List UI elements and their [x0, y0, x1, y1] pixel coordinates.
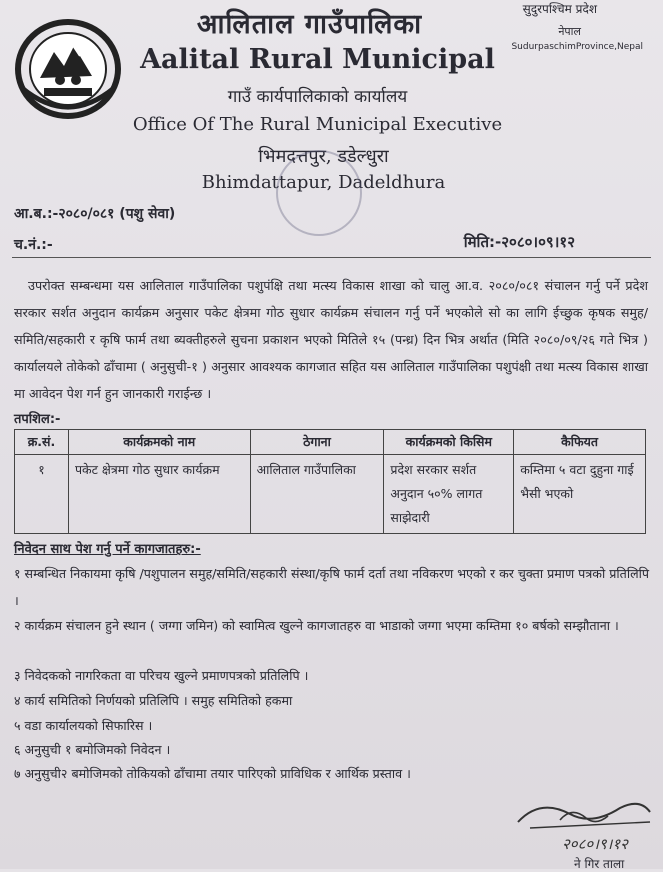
header-divider	[12, 257, 651, 258]
letter-date: मिति:-२०८०।०९।१२	[463, 233, 575, 251]
reference-number: च.नं.:-	[14, 237, 53, 253]
document-list-item: २ कार्यक्रम संचालन हुने स्थान ( जग्गा जमिन) को स्वामित्व खुल्ने कागजातहरु वा भाडाको जग्गा भएमा कम्तिमा १० बर्षको सम्झौताना ।	[14, 618, 619, 633]
document-list-item: ६ अनुसुची १ बमोजिमको निवेदन ।	[14, 742, 171, 757]
fiscal-year: आ.ब.:-२०८०/०८१ (पशु सेवा)	[14, 206, 176, 222]
document-list-item: ४ कार्य समितिको निर्णयको प्रतिलिपि । समुह समितिको हकमा	[14, 693, 293, 708]
table-cell: १	[15, 455, 69, 534]
signature-date: २०८०।९।१२	[562, 835, 628, 853]
office-name-english: Office Of The Rural Municipal Executive	[132, 114, 503, 135]
table-header-row	[15, 430, 646, 455]
program-table	[14, 429, 646, 534]
notice-paragraph: उपरोक्त सम्बन्धमा यस आलिताल गाउँपालिका पशुपंक्षि तथा मत्स्य विकास शाखा को चालु आ.व. २०८०/०८१ संचालन गर्नु पर्ने प्रदेश सरकार सर्शत अनुदान कार्यक्रम अनुसार पकेट क्षेत्रमा गोठ सुधार कार्यक्रम संचालन गर्नु पर्ने भएकोले सो का लागि ईच्छुक कृषक समुह/ समिति/सहकारी र कृषि फार्म तथा ब्यक्तीहरुले सुचना प्रकाशन भएको मितिले १५ (पन्ध्र) दिन भित्र अर्थात (मिति २०८०/०९/२६ गते भित्र ) कार्यालयले तोकेको ढाँचामा ( अनुसुची-१ ) अनुसार आवश्यक कागजात सहित यस आलिताल गाउँपालिका पशुपंक्षी तथा मत्स्य विकास शाखा मा आवेदन पेश गर्न हुन जानकारी गराईन्छ ।	[14, 278, 648, 401]
table-cell: कम्तिमा ५ वटा दुहुना गाई भैसी भएको	[514, 455, 646, 534]
details-label: तपशिल:-	[14, 412, 61, 427]
column-header: कैफियत	[514, 430, 646, 455]
column-header: कार्यक्रमको किसिम	[384, 430, 514, 455]
country-nepali: नेपाल	[558, 25, 581, 38]
table-row	[15, 455, 646, 534]
address-nepali: भिमदत्तपुर, डडेल्धुरा	[258, 146, 389, 167]
column-header: क्र.सं.	[15, 430, 69, 455]
document-list-item: १ सम्बन्धित निकायमा कृषि /पशुपालन समुह/समिति/सहकारी संस्था/कृषि फार्म दर्ता तथा नविकरण भएको र कर चुक्ता प्रमाण पत्रको प्रतिलिपि ।	[14, 566, 650, 608]
municipality-title-nepali: आलिताल गाउँपालिका	[196, 9, 423, 40]
document-list-item: ३ निवेदकको नागरिकता वा परिचय खुल्ने प्रमाणपत्रको प्रतिलिपि ।	[14, 668, 309, 683]
office-stamp	[276, 150, 362, 236]
column-header: कार्यक्रमको नाम	[68, 430, 250, 455]
signatory-name: ने गिर ताला	[574, 857, 625, 871]
table-cell: पकेट क्षेत्रमा गोठ सुधार कार्यक्रम	[68, 455, 250, 534]
municipality-title-english: Aalital Rural Municipal	[140, 44, 495, 75]
address-english: Bhimdattapur, Dadeldhura	[201, 172, 446, 193]
document-list-item: ७ अनुसुची२ बमोजिमको तोकियको ढाँचामा तयार पारिएको प्राविधिक र आर्थिक प्रस्ताव ।	[14, 766, 411, 781]
documents-heading: निवेदन साथ पेश गर्नु पर्ने कागजातहरु:-	[14, 542, 201, 557]
table-cell: आलिताल गाउँपालिका	[250, 455, 384, 534]
province-nepali: सुदुरपश्चिम प्रदेश	[522, 2, 597, 16]
province-english: SudurpaschimProvince,Nepal	[511, 42, 643, 52]
document-list-item: ५ वडा कार्यालयको सिफारिस ।	[14, 718, 153, 733]
column-header: ठेगाना	[250, 430, 384, 455]
table-cell: प्रदेश सरकार सर्शत अनुदान ५०% लागत साझेदारी	[384, 455, 514, 534]
office-name-nepali: गाउँ कार्यपालिकाको कार्यालय	[227, 87, 408, 107]
